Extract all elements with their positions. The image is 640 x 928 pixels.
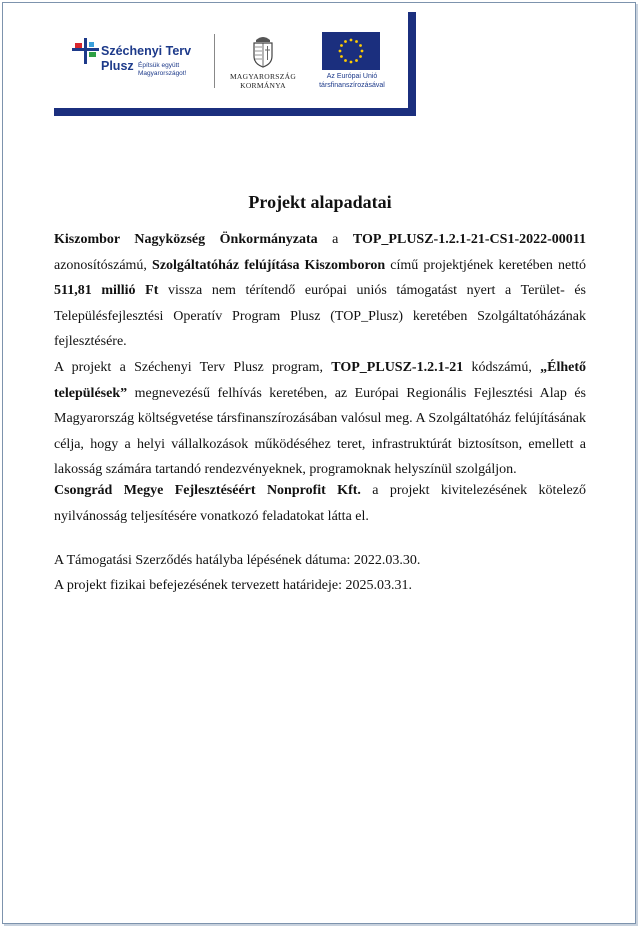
paragraph-1: [54, 227, 586, 355]
header-band-right: [408, 12, 416, 116]
bold-text: Kiszombor Nagyközség Önkormányzata: [54, 232, 318, 247]
bold-text: TOP_PLUSZ-1.2.1-21: [331, 360, 464, 375]
eu-cofinancing-text: Az Európai Unió társfinanszírozásával: [319, 73, 385, 89]
text-run: című projektjének keretében nettó: [385, 257, 586, 273]
eu-star-icon: [344, 40, 347, 43]
bold-text: „Élhető települések”: [54, 360, 587, 401]
eu-star-icon: [344, 59, 347, 62]
eu-flag-icon: [322, 32, 380, 70]
eu-star-icon: [340, 55, 343, 58]
eu-star-icon: [340, 44, 343, 47]
bold-text: 511,81 millió Ft: [54, 283, 159, 299]
text-run: kódszámú,: [463, 360, 541, 375]
szechenyi-plus: Plusz: [101, 59, 134, 73]
logo-divider: [214, 34, 215, 88]
eu-star-icon: [359, 44, 362, 47]
text-run: A projekt a Széchenyi Terv Plusz program,: [54, 360, 332, 375]
paragraph-2: [54, 355, 586, 483]
bold-text: Csongrád Megye Fejlesztéséért Nonprofit Kft.: [54, 483, 361, 498]
szechenyi-title: Széchenyi Terv: [101, 44, 192, 58]
bold-text: Szolgáltatóház felújítása Kiszomboron: [152, 257, 386, 273]
text-run: azonosítószámú,: [54, 257, 153, 273]
text-run: a projekt kivitelezésének kötelező nyilvánosság teljesítésére vonatkozó feladatokat látta el.: [54, 483, 586, 524]
completion-date-line: A projekt fizikai befejezésének tervezett határideje: 2025.03.31.: [54, 578, 413, 593]
eu-star-icon: [339, 50, 342, 53]
eu-star-icon: [350, 61, 353, 64]
text-run: vissza nem térítendő európai uniós támogatást nyert a Terület- és Településfejlesztési Operatív Program Plusz (TOP_Plusz) keretében Szolgáltatóházának fejlesztésére.: [54, 283, 586, 350]
paragraph-3: [54, 478, 586, 529]
document-title: Projekt alapadatai: [248, 192, 392, 212]
government-name: MAGYARORSZÁG KORMÁNYA: [229, 72, 297, 90]
eu-star-icon: [359, 55, 362, 58]
contract-date-line: A Támogatási Szerződés hatályba lépésének dátuma: 2022.03.30.: [54, 553, 421, 568]
szechenyi-tagline: Építsük együtt Magyarországot!: [138, 62, 187, 77]
eu-star-icon: [361, 50, 364, 53]
eu-star-icon: [355, 59, 358, 62]
text-run: a: [317, 232, 353, 247]
eu-star-icon: [355, 40, 358, 43]
hungarian-coat-of-arms-icon: [250, 32, 276, 68]
header-band-bottom: [54, 108, 416, 116]
eu-star-icon: [350, 39, 353, 42]
bold-text: TOP_PLUSZ-1.2.1-21-CS1-2022-00011: [352, 232, 586, 247]
text-run: megnevezésű felhívás keretében, az Európai Regionális Fejlesztési Alap és Magyarország költségvetése társfinanszírozásában valósul meg. A Szolgáltatóház felújításának célja, hogy a helyi vállalkozások működéséhez teret, infrastruktúrát biztosítson, emellett a lakosság számára tartandó rendezvényeknek, programoknak helyszínül szolgáljon.: [54, 385, 586, 478]
